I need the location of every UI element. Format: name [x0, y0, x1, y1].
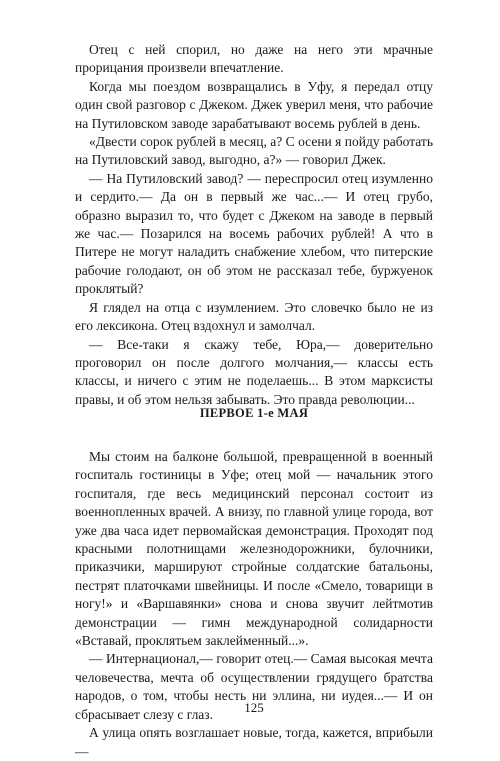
paragraph: Отец с ней спорил, но даже на него эти мрачные прорицания произвели впечатление. [75, 42, 433, 76]
paragraph: «Двести сорок рублей в месяц, а? С осени я пойду работать на Путиловский завод, выгодно, а?» — говорил Джек. [75, 134, 433, 168]
paragraph: Мы стоим на балконе большой, превращенной в военный госпиталь гостиницы в Уфе; отец мой — начальник этого госпиталя, где весь медицинский персонал состоит из военнопленных врачей. А внизу, по главной улице города, вот уже два часа идет первомайская демонстрация. Проходят под красными полотнищами железнодорожники, булочники, приказчики, маршируют стройные солдатские батальоны, пестрят платочками швейницы. И после «Смело, товарищи в ногу!» и «Варшавянки» снова и снова звучит лейтмотив демонстрации — гимн международной солидарности «Вставай, проклятьем заклейменный...». [75, 449, 433, 649]
page-number: 125 [244, 700, 264, 715]
section-title: ПЕРВОЕ 1-е МАЯ [199, 406, 309, 420]
paragraph: — На Путиловский завод? — переспросил отец изумленно и сердито.— Да он в первый же час...— И отец грубо, образно выразил то, что будет с Джеком на заводе в первый же час.— Позарился на восемь рабочих рублей! А что в Питере не могут наладить снабжение хлебом, что питерские рабочие голодают, он об этом не рассказал тебе, буржуенок проклятый? [75, 170, 433, 297]
paragraph: А улица опять возглашает новые, тогда, кажется, вприбыли— [75, 725, 433, 759]
paragraph: — Интернационал,— говорит отец.— Самая высокая мечта человечества, мечта об осуществлении грядущего братства народов, о том, чтобы несть ни эллина, ни иудея...— И он сбрасывает слезу с глаз. [75, 651, 433, 722]
paragraph: Когда мы поездом возвращались в Уфу, я передал отцу один свой разговор с Джеком. Джек уверил меня, что рабочие на Путиловском заводе зарабатывают восемь рублей в день. [75, 78, 433, 131]
text-block-top [75, 41, 433, 409]
paragraph: Я глядел на отца с изумлением. Это словечко было не из его лексикона. Отец вздохнул и замолчал. [75, 299, 433, 334]
paragraph: — Все-таки я скажу тебе, Юра,— доверительно проговорил он после долгого молчания,— классы есть классы, и ничего с этим не поделаешь... В этом марксисты правы, и об этом нельзя забывать. Это правда революции... [75, 336, 433, 407]
